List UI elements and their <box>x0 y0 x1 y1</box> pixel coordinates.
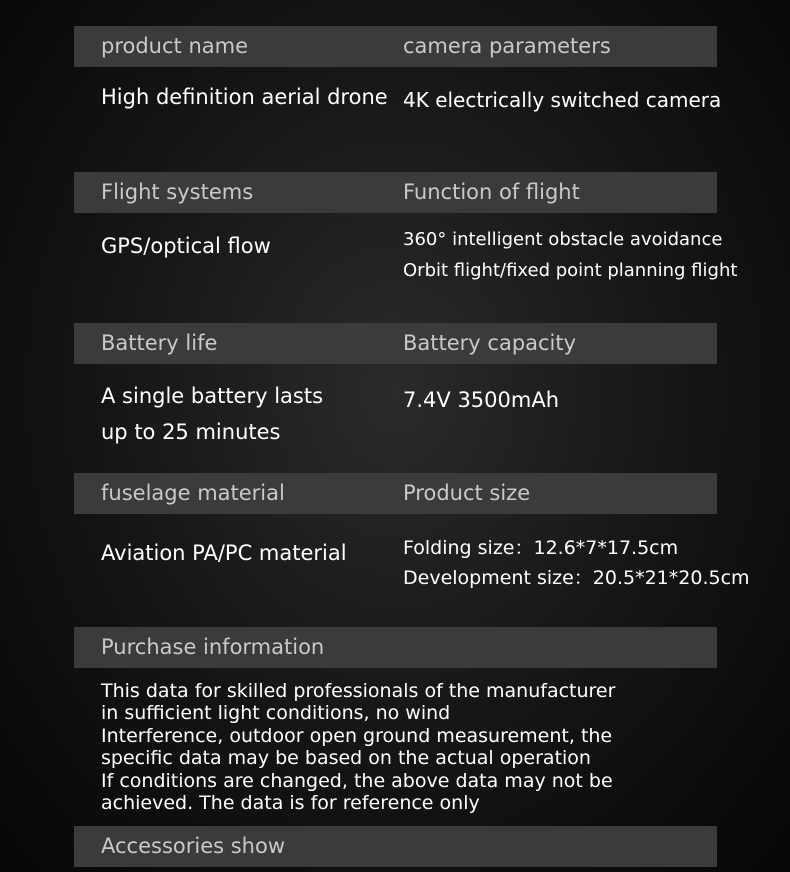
spec-header-row-material <box>74 473 717 514</box>
spec-label-product-size: Product size <box>403 481 531 505</box>
accessories-header <box>74 826 717 867</box>
spec-value-battery-life-line-1: A single battery lasts <box>101 384 324 408</box>
spec-label-function-of-flight: Function of flight <box>403 180 580 204</box>
spec-header-row-product <box>74 26 717 67</box>
spec-header-row-battery <box>74 323 717 364</box>
purchase-info-header <box>74 627 717 668</box>
spec-value-folding-size: Folding size：12.6*7*17.5cm <box>403 537 679 559</box>
spec-label-flight-systems: Flight systems <box>101 180 254 204</box>
spec-label-product-name: product name <box>101 34 248 58</box>
purchase-info-line: Interference, outdoor open ground measurement, the <box>101 724 613 747</box>
spec-value-development-size: Development size：20.5*21*20.5cm <box>403 567 750 589</box>
spec-value-battery-capacity: 7.4V 3500mAh <box>403 388 560 412</box>
spec-label-battery-capacity: Battery capacity <box>403 331 577 355</box>
spec-value-battery-life-line-2: up to 25 minutes <box>101 420 281 444</box>
accessories-title: Accessories show <box>101 834 286 858</box>
purchase-info-line: achieved. The data is for reference only <box>101 792 480 815</box>
spec-value-function-line-2: Orbit flight/fixed point planning flight <box>403 260 738 281</box>
purchase-info-line: This data for skilled professionals of the manufacturer <box>101 680 616 702</box>
purchase-info-title: Purchase information <box>101 635 325 659</box>
purchase-info-text <box>101 680 701 814</box>
spec-label-battery-life: Battery life <box>101 331 218 355</box>
spec-header-row-flight <box>74 172 717 213</box>
purchase-info-line: specific data may be based on the actual operation <box>101 747 591 770</box>
spec-label-fuselage-material: fuselage material <box>101 481 285 505</box>
purchase-info-line: in sufficient light conditions, no wind <box>101 702 451 725</box>
spec-value-fuselage-material: Aviation PA/PC material <box>101 541 347 565</box>
purchase-info-line: If conditions are changed, the above data may not be <box>101 769 613 792</box>
spec-value-flight-systems: GPS/optical flow <box>101 234 271 258</box>
spec-value-function-line-1: 360° intelligent obstacle avoidance <box>403 229 723 250</box>
spec-label-camera-parameters: camera parameters <box>403 34 611 58</box>
spec-value-camera-parameters: 4K electrically switched camera <box>403 88 722 112</box>
spec-value-product-name: High definition aerial drone <box>101 85 388 109</box>
